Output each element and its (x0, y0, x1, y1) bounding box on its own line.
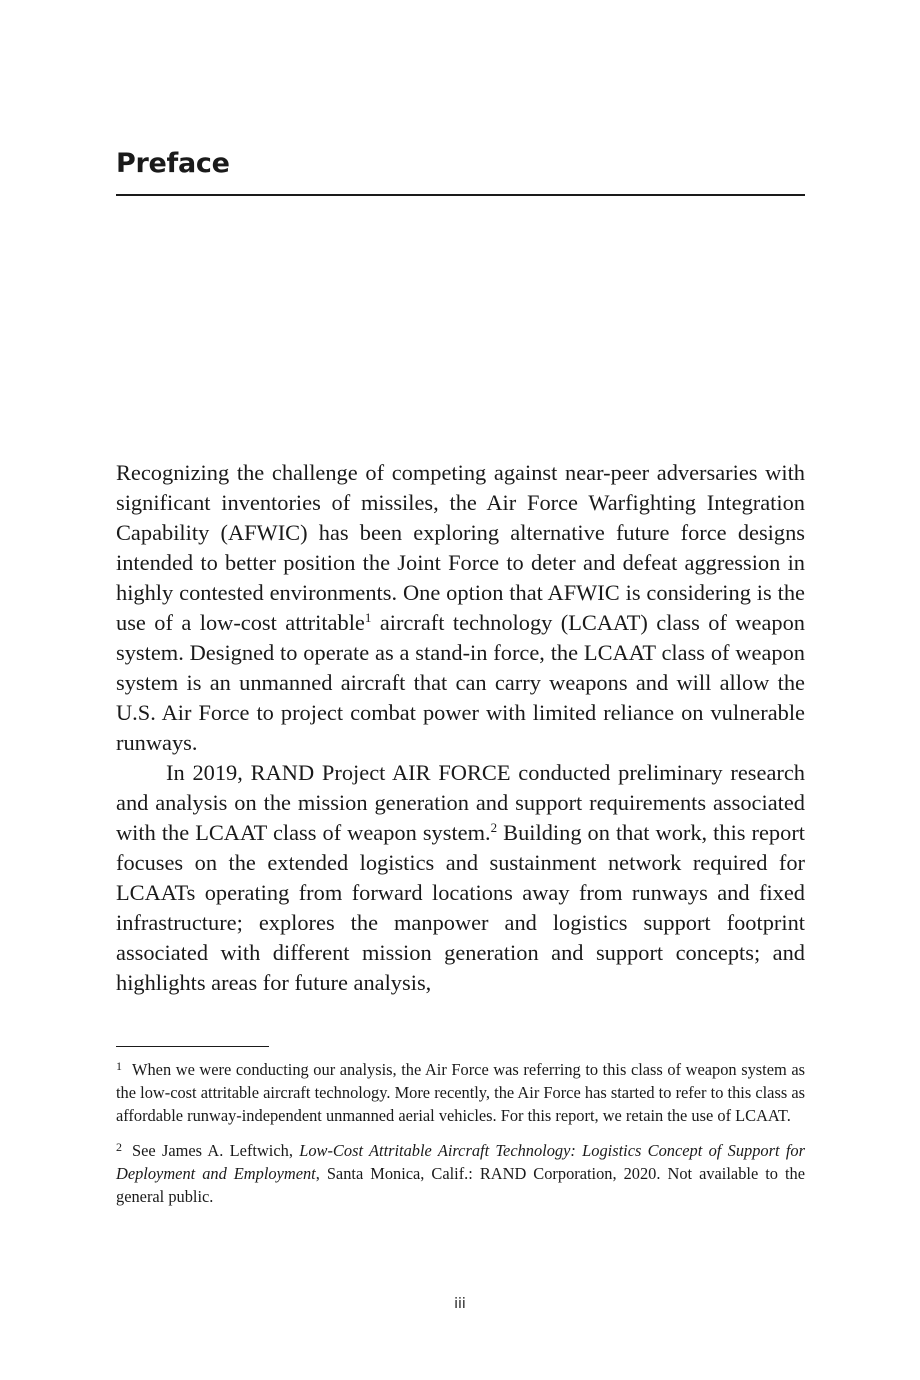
paragraph-1-text-a: Recognizing the challenge of competing against near-peer adversaries with significant inventories of missiles, the Air Force Warfighting Integration Capability (AFWIC) has been exploring alternative future force designs intended to better position the Joint Force to deter and defeat aggression in highly contested environments. One option that AFWIC is considering is the use of a low-cost attritable (116, 460, 805, 635)
footnote-2-text-post: , Santa Monica, Calif.: RAND Corporation, 2020. Not available to the general public. (116, 1164, 805, 1206)
paragraph-1-text-b: aircraft technology (LCAAT) class of weapon system. Designed to operate as a stand-in force, the LCAAT class of weapon system is an unmanned aircraft that can carry weapons and will allow the U.S. Air Force to project combat power with limited reliance on vulnerable runways. (116, 610, 805, 755)
body-text (116, 458, 805, 998)
footnote-ref-1[interactable]: 1 (364, 610, 372, 625)
footnote-1-number: 1 (116, 1059, 122, 1073)
footnote-1-text: When we were conducting our analysis, the Air Force was referring to this class of weapon system as the low-cost attritable aircraft technology. More recently, the Air Force has started to refer to this class as affordable runway-independent unmanned aerial vehicles. For this report, we retain the use of LCAAT. (116, 1060, 805, 1125)
footnote-2-cited-title: Low-Cost Attritable Aircraft Technology: Logistics Concept of Support for Deployment and Employment (116, 1141, 805, 1183)
footnote-1 (116, 1058, 805, 1127)
footnote-separator (116, 1046, 269, 1047)
page-title: Preface (116, 148, 230, 179)
paragraph-1 (116, 458, 805, 758)
title-rule (116, 194, 805, 196)
paragraph-2 (116, 758, 805, 998)
paragraph-2-text-a: In 2019, RAND Project AIR FORCE conducted preliminary research and analysis on the mission generation and support requirements associated with the LCAAT class of weapon system. (116, 760, 805, 845)
footnote-2 (116, 1139, 805, 1208)
paragraph-2-text-b: Building on that work, this report focuses on the extended logistics and sustainment network required for LCAATs operating from forward locations away from runways and fixed infrastructure; explores the manpower and logistics support footprint associated with different mission generation and support concepts; and highlights areas for future analysis, (116, 820, 806, 995)
footnote-ref-2[interactable]: 2 (490, 820, 498, 835)
page-number: iii (454, 1296, 466, 1312)
footnote-2-number: 2 (116, 1140, 122, 1154)
footnotes (116, 1058, 805, 1220)
footnote-2-text-pre: See James A. Leftwich, (132, 1141, 300, 1160)
